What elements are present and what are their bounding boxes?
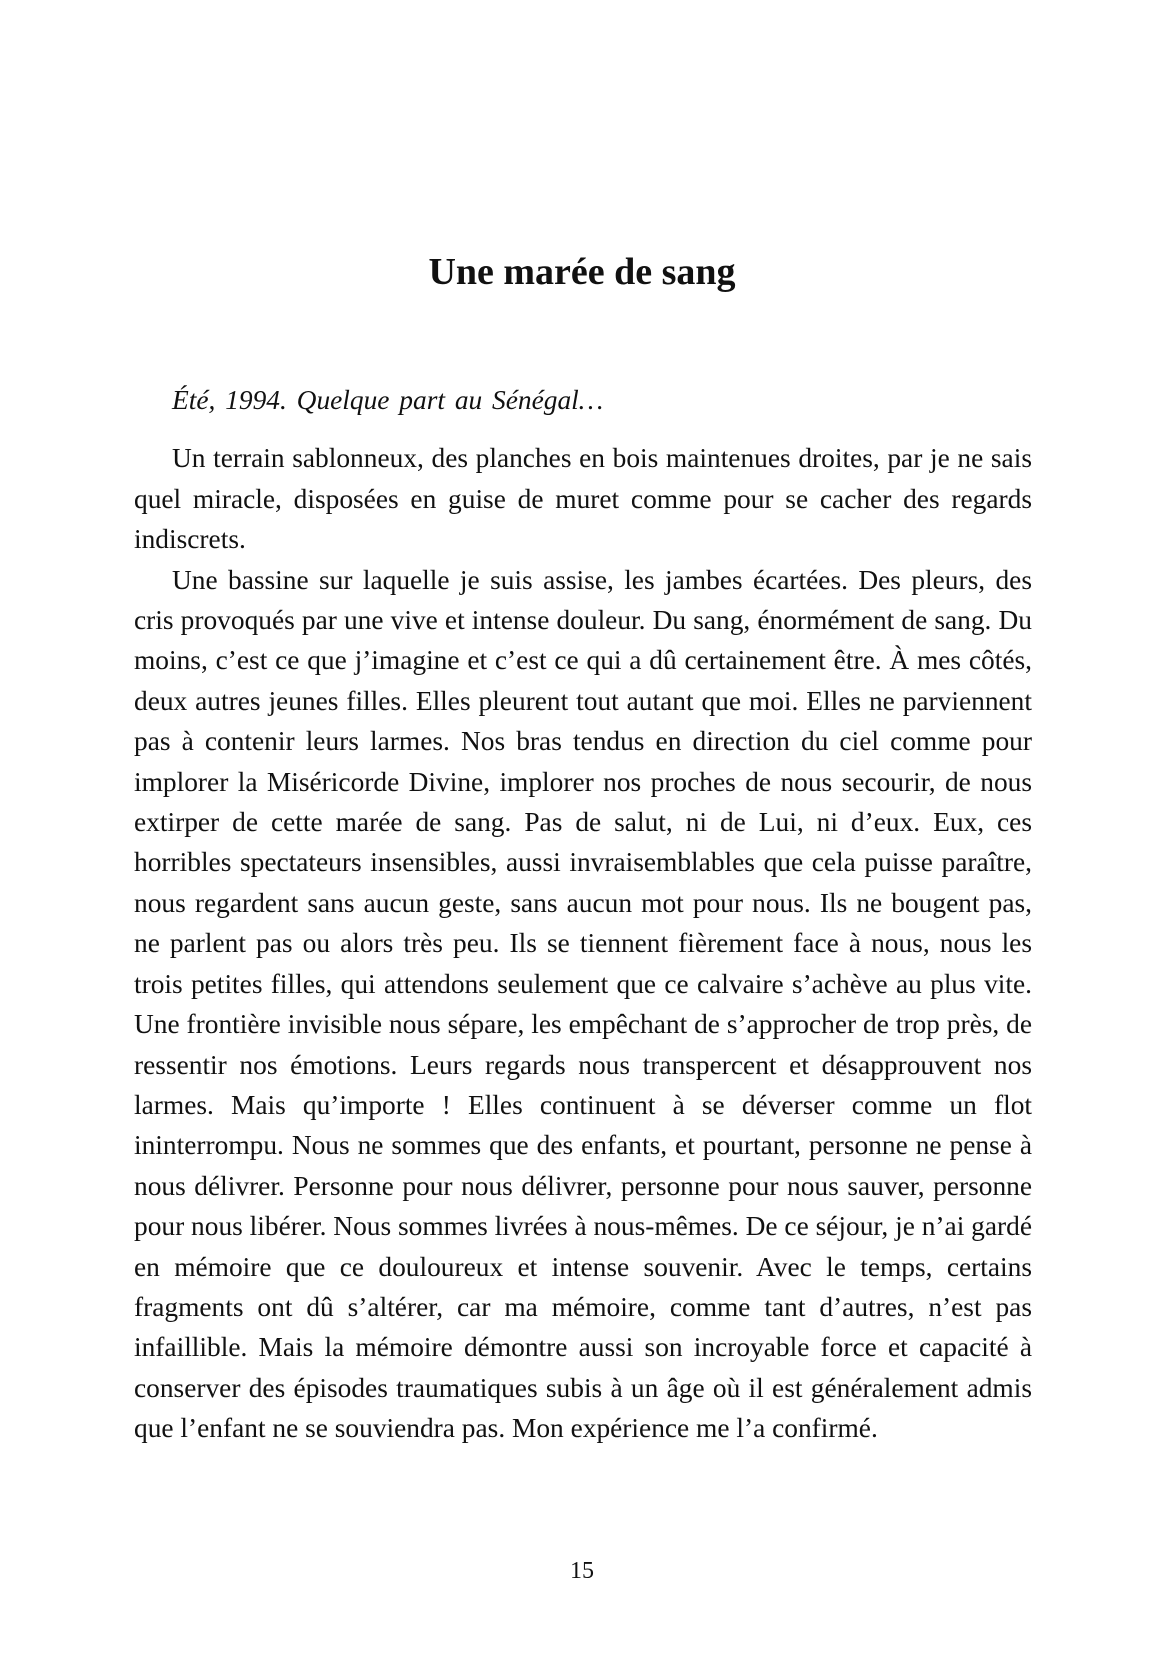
chapter-title: Une marée de sang [428,251,736,293]
intro-line: Été, 1994. Quelque part au Sénégal… [172,385,604,415]
paragraph: Un terrain sablonneux, des planches en bois maintenues droites, par je ne sais quel miracle, disposées en guise de muret comme pour se cacher des regards indiscrets. [134,443,1032,555]
body-text [134,380,1032,1449]
page-number: 15 [570,1558,594,1584]
paragraph: Une bassine sur laquelle je suis assise, les jambes écartées. Des pleurs, des cris provoqués par une vive et intense douleur. Du sang, énormément de sang. Du moins, c’est ce que j’imagine et c’est ce qui a dû certainement être. À mes côtés, deux autres jeunes filles. Elles pleurent tout autant que moi. Elles ne parviennent pas à contenir leurs larmes. Nos bras tendus en direction du ciel comme pour implorer la Miséricorde Divine, implorer nos proches de nous secourir, de nous extirper de cette marée de sang. Pas de salut, ni de Lui, ni d’eux. Eux, ces horribles spectateurs insensibles, aussi invraisemblables que cela puisse paraître, nous regardent sans aucun geste, sans aucun mot pour nous. Ils ne bougent pas, ne parlent pas ou alors très peu. Ils se tiennent fièrement face à nous, nous les trois petites filles, qui attendons seulement que ce calvaire s’achève au plus vite. Une frontière invisible nous sépare, les empêchant de s’approcher de trop près, de ressentir nos émotions. Leurs regards nous transpercent et désapprouvent nos larmes. Mais qu’importe ! Elles continuent à se déverser comme un flot ininterrompu. Nous ne sommes que des enfants, et pourtant, personne ne pense à nous délivrer. Personne pour nous délivrer, personne pour nous sauver, personne pour nous libérer. Nous sommes livrées à nous-mêmes. De ce séjour, je n’ai gardé en mémoire que ce douloureux et intense souvenir. Avec le temps, certains fragments ont dû s’altérer, car ma mémoire, comme tant d’autres, n’est pas infaillible. Mais la mémoire démontre aussi son incroyable force et capacité à conserver des épisodes traumatiques subis à un âge où il est généralement admis que l’enfant ne se souviendra pas. Mon expérience me l’a confirmé. [134,564,1032,1444]
